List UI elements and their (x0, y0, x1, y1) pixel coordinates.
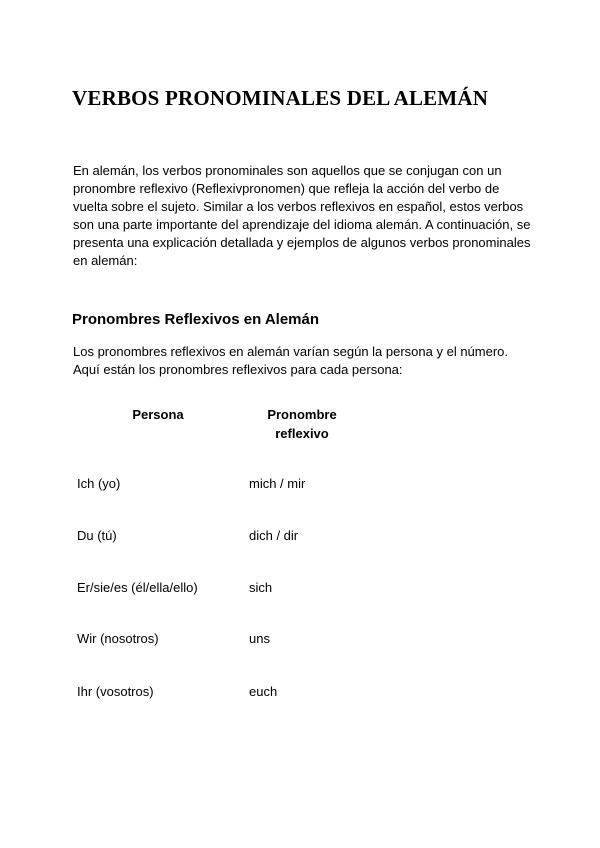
table-cell-pronombre: euch (249, 684, 278, 699)
table-cell-pronombre: dich / dir (249, 528, 299, 543)
intro-paragraph: En alemán, los verbos pronominales son aquellos que se conjugan con un pronombre reflexivo (Reflexivpronomen) que refleja la acción del verbo de vuelta sobre el sujeto. Similar a los verbos reflexivos en español, estos verbos son una parte importante del aprendizaje del idioma alemán. A continuación, se presenta una explicación detallada y ejemplos de algunos verbos pronominales en alemán: (73, 163, 531, 268)
table-cell-persona: Ihr (vosotros) (77, 684, 154, 699)
table-cell-pronombre: mich / mir (249, 476, 306, 491)
table-cell-persona: Ich (yo) (77, 476, 121, 491)
section-paragraph: Los pronombres reflexivos en alemán varían según la persona y el número. Aquí están los pronombres reflexivos para cada persona: (73, 344, 509, 377)
table-cell-persona: Du (tú) (77, 528, 117, 543)
table-cell-persona: Wir (nosotros) (77, 631, 159, 646)
table-cell-persona: Er/sie/es (él/ella/ello) (77, 580, 198, 595)
table-header-pronombre: Pronombre reflexivo (267, 407, 337, 441)
table-cell-pronombre: sich (249, 580, 273, 595)
page-title: VERBOS PRONOMINALES DEL ALEMÁN (72, 86, 489, 110)
table-header-persona: Persona (132, 407, 184, 422)
section-heading: Pronombres Reflexivos en Alemán (72, 311, 320, 328)
table-cell-pronombre: uns (249, 631, 270, 646)
